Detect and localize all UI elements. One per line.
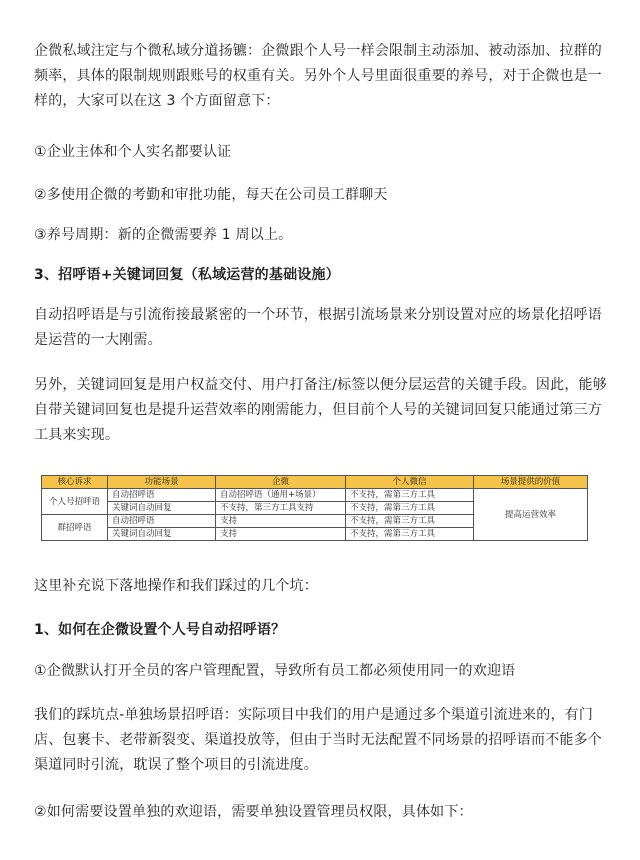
table-cell: 自动招呼语 bbox=[108, 489, 216, 502]
table-cell: 关键词自动回复 bbox=[108, 528, 216, 541]
section-heading-3: 3、招呼语+关键词回复（私域运营的基础设施） bbox=[34, 267, 340, 283]
table-cell: 自动招呼语 bbox=[108, 515, 216, 528]
header-cell: 核心诉求 bbox=[42, 476, 108, 489]
table-cell: 不支持，需第三方工具 bbox=[346, 528, 474, 541]
admin-paragraph: ②如何需要设置单独的欢迎语，需要单独设置管理员权限，具体如下： bbox=[34, 804, 473, 820]
point-3: ③养号周期：新的企微需要养 1 周以上。 bbox=[34, 227, 293, 243]
header-cell: 个人微信 bbox=[346, 476, 474, 489]
table-header-row bbox=[42, 476, 588, 489]
intro-paragraph: 企微私域注定与个微私域分道扬镳：企微跟个人号一样会限制主动添加、被动添加、拉群的频率，具体的限制规则跟账号的权重有关。另外个人号里面很重要的养号，对于企微也是一样的，大家可以在这 3 个方面留意下： bbox=[34, 43, 602, 109]
table-cell: 不支持，第三方工具支持 bbox=[216, 502, 346, 515]
table-cell: 关键词自动回复 bbox=[108, 502, 216, 515]
value-cell: 提高运营效率 bbox=[474, 489, 588, 541]
section-heading-1: 1、如何在企微设置个人号自动招呼语？ bbox=[34, 622, 286, 638]
table-cell: 不支持，需第三方工具 bbox=[346, 515, 474, 528]
supplement-paragraph: 这里补充说下落地操作和我们踩过的几个坑： bbox=[34, 578, 318, 594]
greeting-paragraph: 自动招呼语是与引流衔接最紧密的一个环节，根据引流场景来分别设置对应的场景化招呼语是运营的一大刚需。 bbox=[34, 307, 602, 348]
table-cell: 不支持，需第三方工具 bbox=[346, 502, 474, 515]
table-cell: 不支持，需第三方工具 bbox=[346, 489, 474, 502]
table-cell: 自动招呼语（通用+场景） bbox=[216, 489, 346, 502]
keyword-paragraph: 另外，关键词回复是用户权益交付、用户打备注/标签以便分层运营的关键手段。因此，能够自带关键词回复也是提升运营效率的刚需能力，但目前个人号的关键词回复只能通过第三方工具来实现。 bbox=[34, 377, 607, 443]
point-2: ②多使用企微的考勤和审批功能，每天在公司员工群聊天 bbox=[34, 187, 388, 203]
table-cell: 支持 bbox=[216, 515, 346, 528]
group-label: 群招呼语 bbox=[42, 515, 108, 541]
table-cell: 支持 bbox=[216, 528, 346, 541]
point-1: ①企业主体和个人实名都要认证 bbox=[34, 144, 232, 160]
default-config-paragraph: ①企微默认打开全员的客户管理配置，导致所有员工都必须使用同一的欢迎语 bbox=[34, 663, 516, 679]
header-cell: 场景提供的价值 bbox=[474, 476, 588, 489]
group-label: 个人号招呼语 bbox=[42, 489, 108, 515]
table-row bbox=[42, 489, 588, 502]
header-cell: 功能场景 bbox=[108, 476, 216, 489]
header-cell: 企微 bbox=[216, 476, 346, 489]
pitfall-paragraph: 我们的踩坑点-单独场景招呼语：实际项目中我们的用户是通过多个渠道引流进来的，有门店、包裹卡、老带新裂变、渠道投放等，但由于当时无法配置不同场景的招呼语而不能多个渠道同时引流，耽误了整个项目的引流进度。 bbox=[34, 707, 602, 773]
feature-comparison-table bbox=[41, 475, 588, 541]
